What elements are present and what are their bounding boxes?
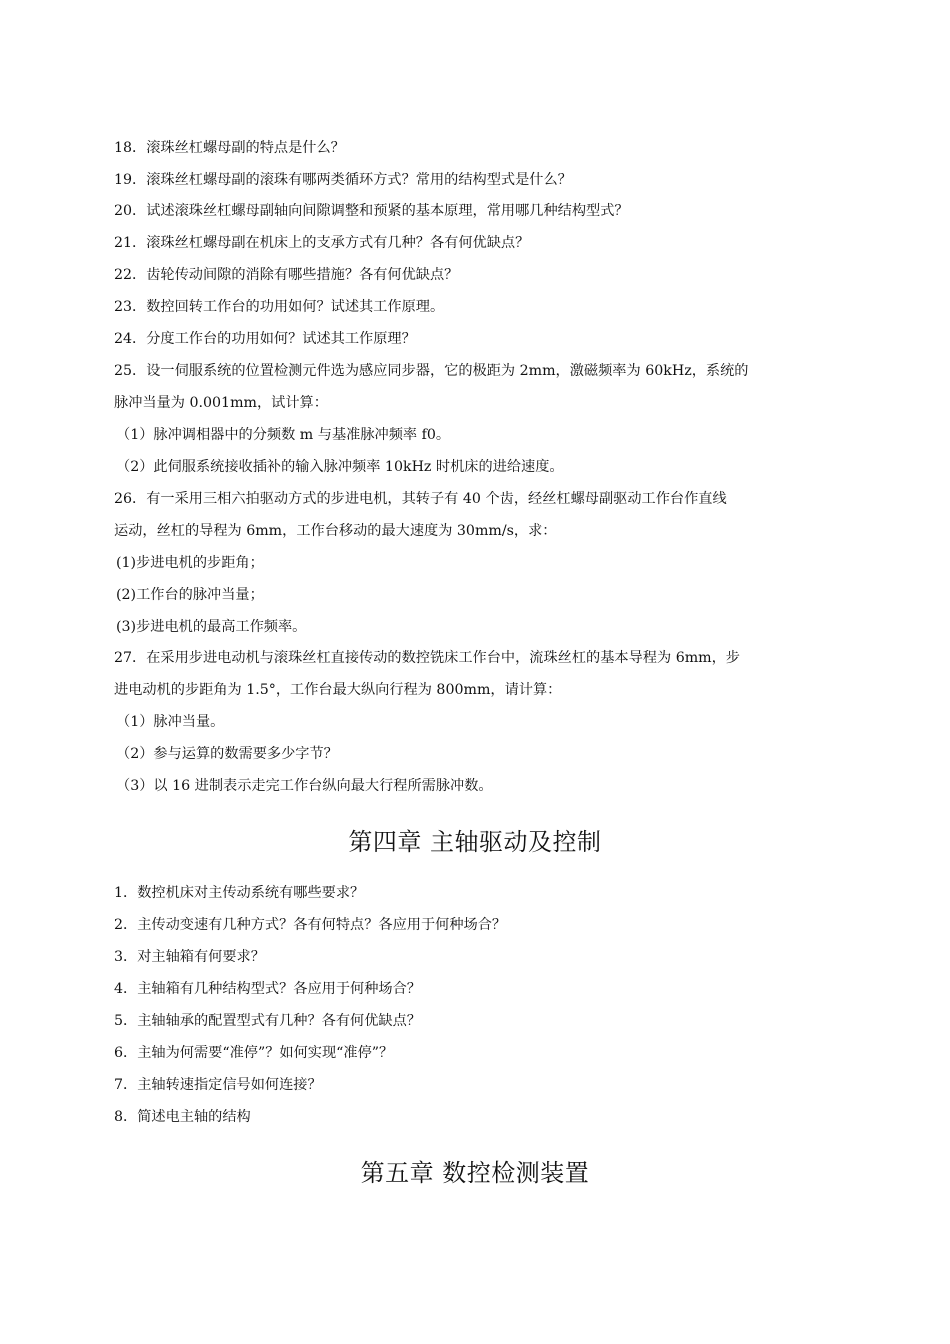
chapter-4-question-5: 5．主轴轴承的配置型式有几种？各有何优缺点？ (114, 1013, 421, 1029)
question-23: 23．数控回转工作台的功用如何？试述其工作原理。 (114, 299, 445, 315)
chapter-4-question-6: 6．主轴为何需要“准停”？如何实现“准停”？ (114, 1045, 394, 1061)
chapter-4-question-8: 8．简述电主轴的结构 (114, 1109, 251, 1125)
chapter-4-question-3: 3．对主轴箱有何要求？ (114, 949, 265, 965)
question-26-part-3: (3)步进电机的最高工作频率。 (116, 619, 307, 635)
question-21: 21．滚珠丝杠螺母副在机床上的支承方式有几种？各有何优缺点？ (114, 235, 530, 251)
question-25-part-2: （2）此伺服系统接收插补的输入脉冲频率 10kHz 时机床的进给速度。 (116, 459, 564, 475)
question-27-line-1: 27．在采用步进电动机与滚珠丝杠直接传动的数控铣床工作台中，流珠丝杠的基本导程为 6mm，步 (114, 650, 740, 666)
question-27-part-2: （2）参与运算的数需要多少字节？ (116, 746, 338, 762)
question-26-line-2: 运动，丝杠的导程为 6mm，工作台移动的最大速度为 30mm/s，求： (114, 523, 557, 539)
chapter-4-question-1: 1．数控机床对主传动系统有哪些要求？ (114, 885, 365, 901)
question-27-part-3: （3）以 16 进制表示走完工作台纵向最大行程所需脉冲数。 (116, 778, 493, 794)
chapter-4-question-7: 7．主轴转速指定信号如何连接？ (114, 1077, 322, 1093)
question-27-part-1: （1）脉冲当量。 (116, 714, 225, 730)
question-26-part-2: (2)工作台的脉冲当量； (116, 587, 264, 603)
chapter-4-heading: 第四章 主轴驱动及控制 (348, 828, 602, 856)
question-18: 18．滚珠丝杠螺母副的特点是什么？ (114, 140, 345, 156)
question-25-line-2: 脉冲当量为 0.001mm，试计算： (114, 395, 328, 411)
question-22: 22．齿轮传动间隙的消除有哪些措施？各有何优缺点？ (114, 267, 459, 283)
question-26-line-1: 26．有一采用三相六拍驱动方式的步进电机，其转子有 40 个齿，经丝杠螺母副驱动工作台作直线 (114, 491, 727, 507)
question-27-line-2: 进电动机的步距角为 1.5°，工作台最大纵向行程为 800mm，请计算： (114, 682, 562, 698)
chapter-5-heading: 第五章 数控检测装置 (360, 1159, 590, 1187)
question-26-part-1: (1)步进电机的步距角； (116, 555, 264, 571)
question-25-line-1: 25．设一伺服系统的位置检测元件选为感应同步器，它的极距为 2mm，激磁频率为 60kHz，系统的 (114, 363, 749, 379)
chapter-4-question-2: 2．主传动变速有几种方式？各有何特点？各应用于何种场合？ (114, 917, 507, 933)
question-25-part-1: （1）脉冲调相器中的分频数 m 与基准脉冲频率 f0。 (116, 427, 451, 443)
question-19: 19．滚珠丝杠螺母副的滚珠有哪两类循环方式？常用的结构型式是什么？ (114, 172, 572, 188)
question-24: 24．分度工作台的功用如何？试述其工作原理？ (114, 331, 416, 347)
chapter-4-question-4: 4．主轴箱有几种结构型式？各应用于何种场合？ (114, 981, 421, 997)
question-20: 20．试述滚珠丝杠螺母副轴向间隙调整和预紧的基本原理，常用哪几种结构型式？ (114, 203, 629, 219)
